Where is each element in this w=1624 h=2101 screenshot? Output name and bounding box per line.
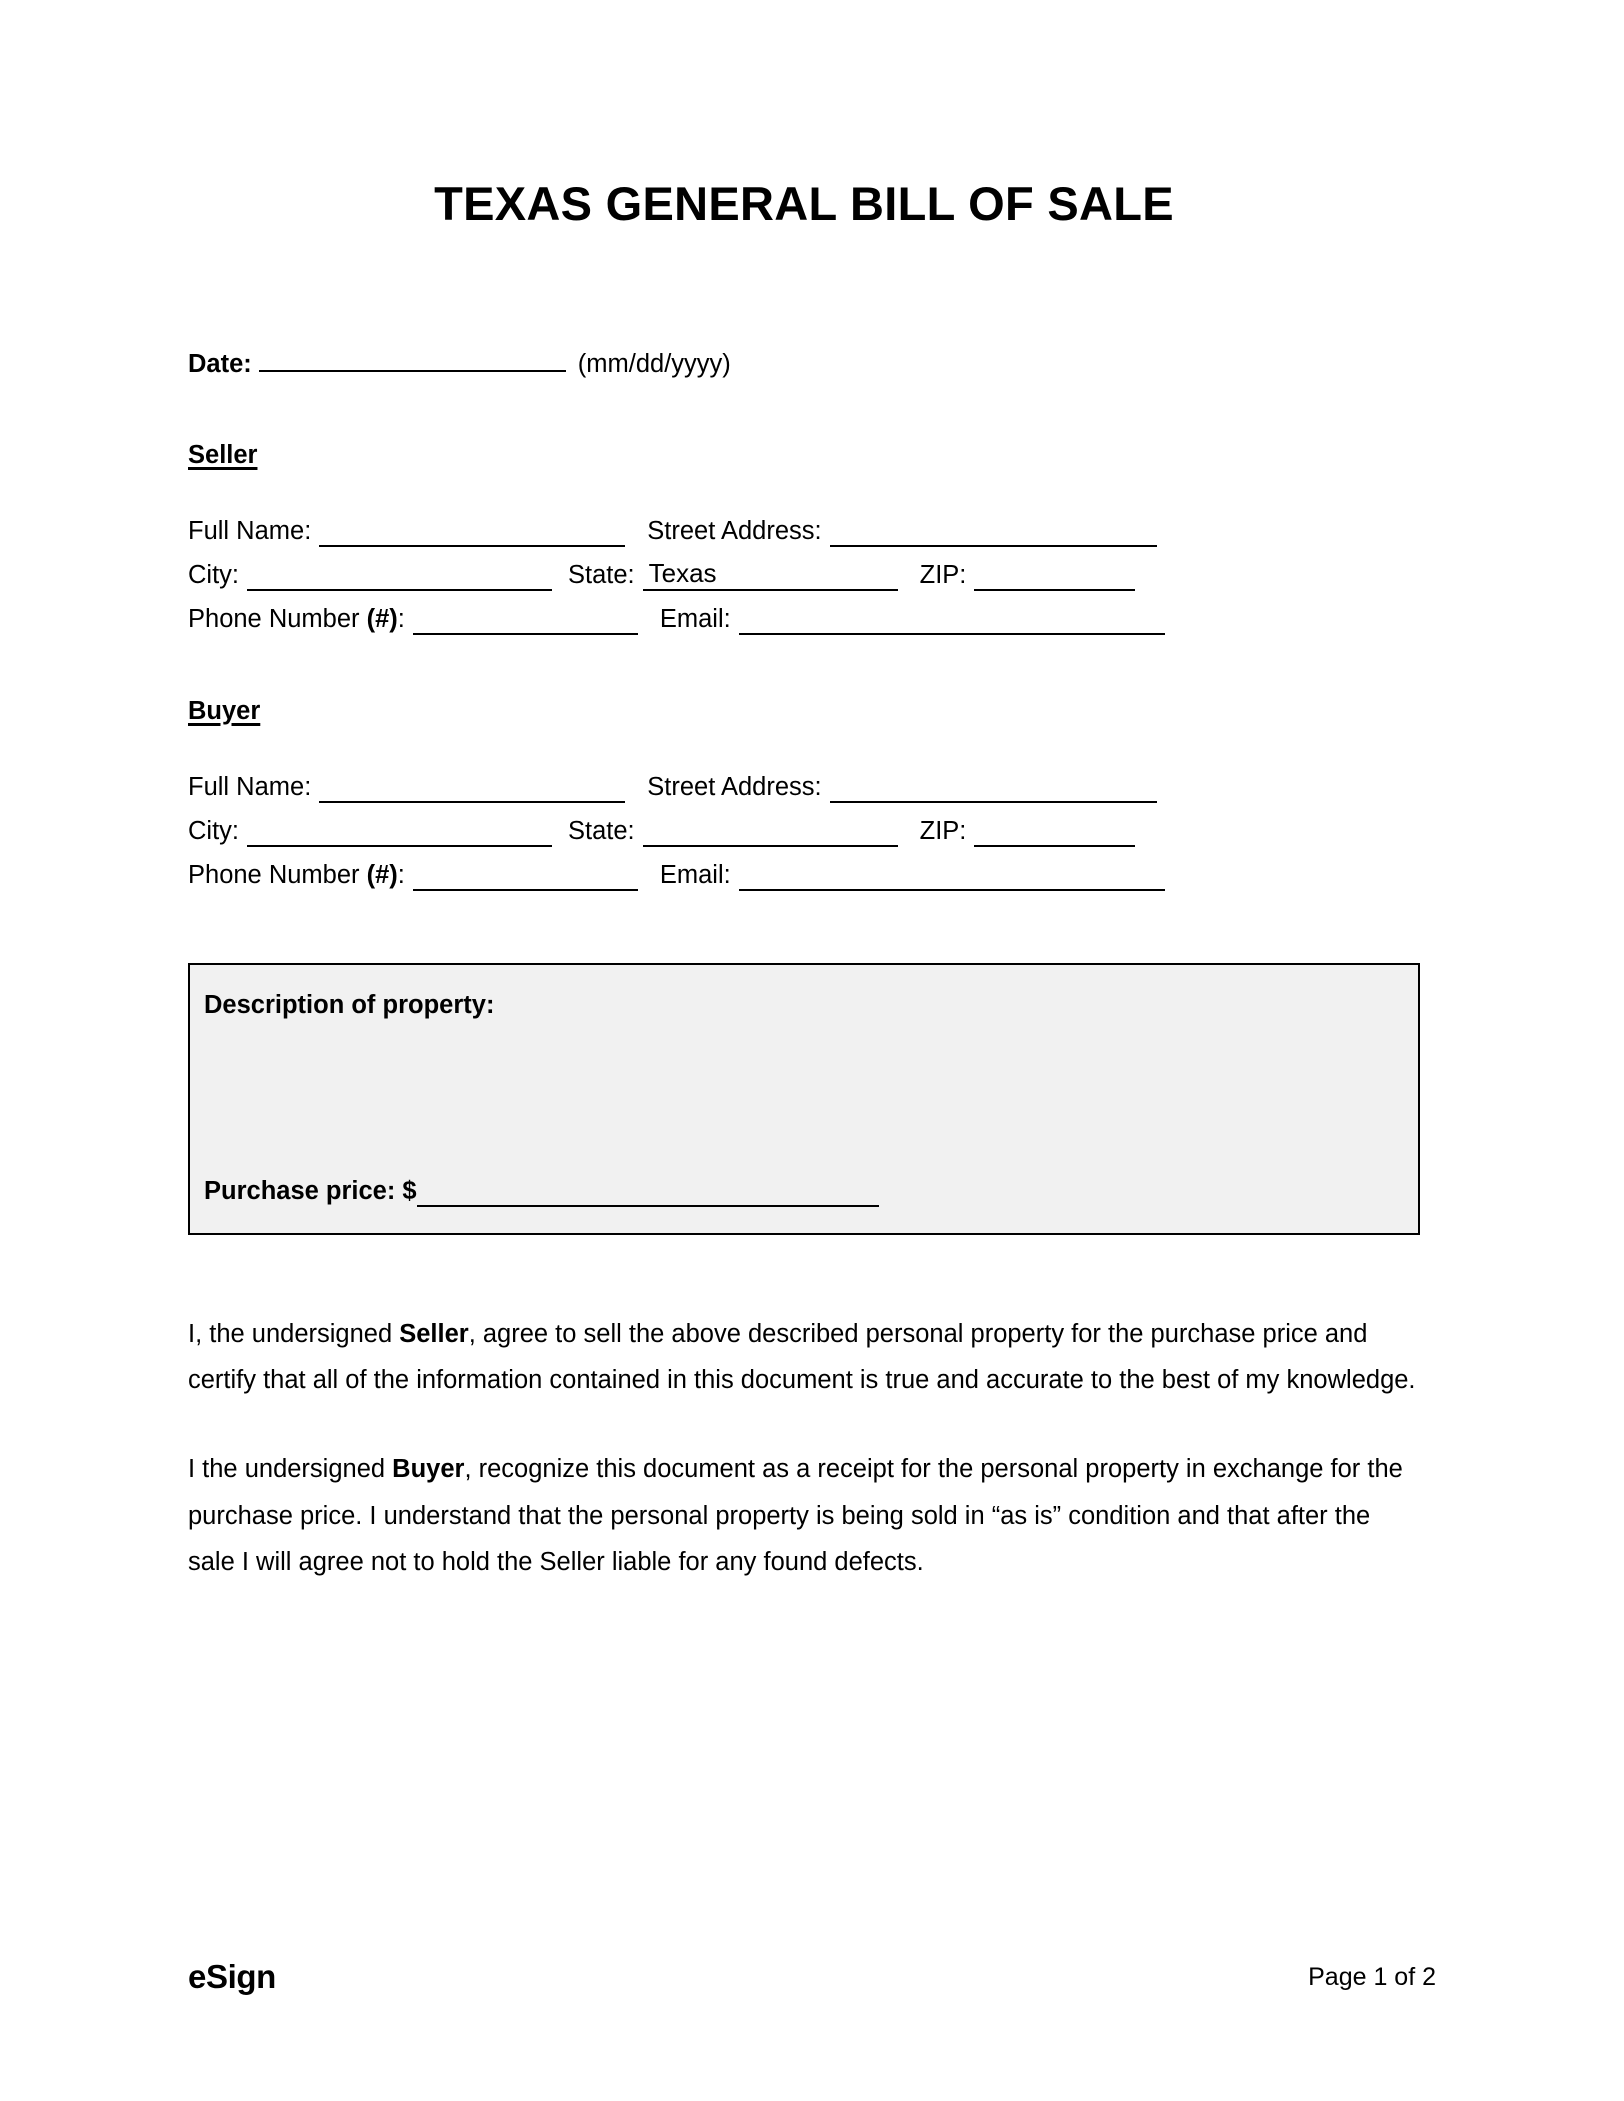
seller-city-input[interactable] bbox=[247, 563, 552, 591]
seller-phone-input[interactable] bbox=[413, 607, 638, 635]
seller-state-value: Texas bbox=[648, 557, 717, 588]
buyer-email-label: Email: bbox=[659, 861, 731, 890]
property-description-box[interactable] bbox=[188, 963, 1420, 1235]
buyer-state-label: State: bbox=[568, 817, 635, 846]
page-title: TEXAS GENERAL BILL OF SALE bbox=[434, 177, 1174, 230]
buyer-phone-input[interactable] bbox=[413, 863, 638, 891]
seller-street-address-label: Street Address: bbox=[647, 517, 822, 546]
buyer-state-input[interactable] bbox=[643, 819, 898, 847]
buyer-clause-party: Buyer bbox=[392, 1455, 465, 1483]
seller-state-label: State: bbox=[568, 561, 635, 590]
seller-zip-label: ZIP: bbox=[919, 561, 967, 590]
date-row bbox=[188, 348, 1420, 379]
purchase-price-row bbox=[204, 1179, 879, 1207]
seller-state-input[interactable] bbox=[643, 557, 898, 591]
page-content bbox=[188, 0, 1420, 1611]
purchase-price-label: Purchase price: $ bbox=[204, 1177, 417, 1206]
buyer-name-address-row bbox=[188, 759, 1420, 803]
buyer-phone-label-hash: (#) bbox=[366, 861, 398, 890]
seller-city-state-zip-row bbox=[188, 547, 1420, 591]
purchase-price-input[interactable] bbox=[417, 1179, 879, 1207]
buyer-zip-input[interactable] bbox=[974, 819, 1135, 847]
buyer-clause-paragraph bbox=[188, 1446, 1420, 1586]
buyer-street-address-input[interactable] bbox=[830, 775, 1157, 803]
property-description-label: Description of property: bbox=[204, 990, 495, 1019]
buyer-city-state-zip-row bbox=[188, 803, 1420, 847]
buyer-section-heading: Buyer bbox=[188, 696, 261, 725]
seller-phone-label bbox=[188, 607, 405, 635]
buyer-phone-label-colon: : bbox=[397, 861, 405, 890]
seller-clause-paragraph bbox=[188, 1311, 1420, 1404]
seller-city-label: City: bbox=[188, 561, 239, 590]
page-indicator: Page 1 of 2 bbox=[1308, 1962, 1436, 1991]
seller-street-address-input[interactable] bbox=[830, 519, 1157, 547]
buyer-zip-label: ZIP: bbox=[919, 817, 967, 846]
buyer-full-name-input[interactable] bbox=[319, 775, 625, 803]
seller-phone-label-hash: (#) bbox=[366, 605, 398, 634]
buyer-city-label: City: bbox=[188, 817, 239, 846]
seller-section-heading: Seller bbox=[188, 440, 258, 469]
buyer-clause-lead: I the undersigned bbox=[188, 1455, 393, 1483]
seller-phone-label-colon: : bbox=[397, 605, 405, 634]
buyer-city-input[interactable] bbox=[247, 819, 552, 847]
seller-phone-email-row bbox=[188, 591, 1420, 635]
date-label: Date: bbox=[188, 349, 252, 378]
buyer-phone-label bbox=[188, 863, 405, 891]
seller-clause-rest: , agree to sell the above described personal property for the purchase price and certify that all of the information contained in this document is true and accurate to the best of my knowledge. bbox=[188, 1319, 1416, 1395]
seller-email-label: Email: bbox=[659, 605, 731, 634]
date-input[interactable] bbox=[259, 348, 566, 372]
page-footer bbox=[188, 1958, 1436, 1996]
buyer-email-input[interactable] bbox=[739, 863, 1165, 891]
buyer-phone-label-text: Phone Number bbox=[188, 861, 367, 890]
buyer-phone-email-row bbox=[188, 847, 1420, 891]
buyer-full-name-label: Full Name: bbox=[188, 773, 312, 802]
buyer-clause-rest: , recognize this document as a receipt for the personal property in exchange for the purchase price. I understand that the personal property is being sold in “as is” condition and that after the sale I will agree not to hold the Seller liable for any found defects. bbox=[188, 1455, 1403, 1577]
seller-phone-label-text: Phone Number bbox=[188, 605, 367, 634]
date-format-hint: (mm/dd/yyyy) bbox=[577, 349, 731, 378]
esign-logo: eSign bbox=[188, 1958, 276, 1995]
seller-zip-input[interactable] bbox=[974, 563, 1135, 591]
seller-clause-lead: I, the undersigned bbox=[188, 1319, 400, 1348]
seller-clause-party: Seller bbox=[399, 1319, 469, 1348]
buyer-street-address-label: Street Address: bbox=[647, 773, 822, 802]
seller-name-address-row bbox=[188, 503, 1420, 547]
seller-full-name-input[interactable] bbox=[319, 519, 625, 547]
seller-email-input[interactable] bbox=[739, 607, 1165, 635]
seller-full-name-label: Full Name: bbox=[188, 517, 312, 546]
